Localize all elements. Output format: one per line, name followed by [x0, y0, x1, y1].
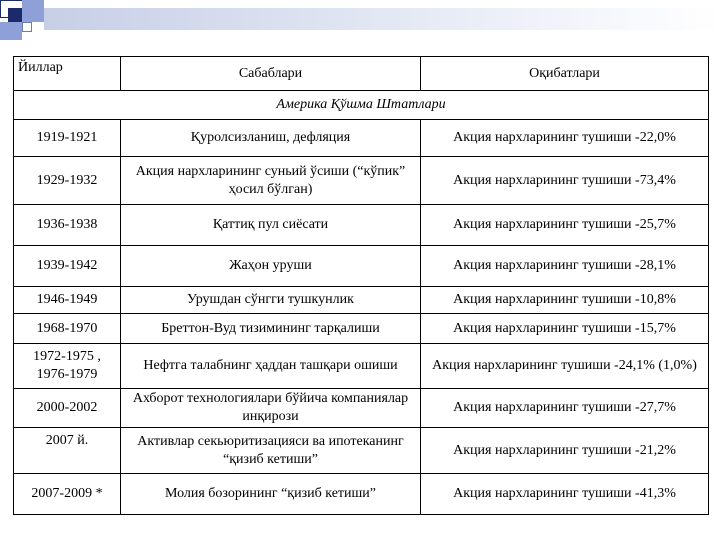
row-cause: Ахборот технологиялари бўйича компаниялар инқирози: [121, 389, 421, 428]
table-row: [14, 205, 709, 246]
row-effect: Акция нархларининг тушиши -21,2%: [421, 428, 709, 474]
row-cause: Акция нархларининг суньий ўсиши (“кўпик” ҳосил бўлган): [121, 157, 421, 205]
header-years: Йиллар: [14, 57, 121, 91]
row-cause: Молия бозорининг “қизиб кетиши”: [121, 474, 421, 515]
row-years: 1919-1921: [14, 120, 121, 157]
row-effect: Акция нархларининг тушиши -28,1%: [421, 246, 709, 287]
table-header-row: [14, 57, 709, 91]
country-subheader: Америка Қўшма Штатлари: [14, 91, 709, 120]
row-years: 1946-1949: [14, 287, 121, 314]
row-effect: Акция нархларининг тушиши -41,3%: [421, 474, 709, 515]
decor-square: [8, 8, 22, 22]
table-row: [14, 474, 709, 515]
row-years: 1968-1970: [14, 314, 121, 344]
table-row: [14, 287, 709, 314]
row-years: 2007-2009 *: [14, 474, 121, 515]
row-years: 2007 й.: [14, 428, 121, 474]
row-effect: Акция нархларининг тушиши -22,0%: [421, 120, 709, 157]
decor-gradient-bar: [44, 8, 720, 30]
row-years: 1972-1975 , 1976-1979: [14, 344, 121, 389]
row-cause: Бреттон-Вуд тизимининг тарқалиши: [121, 314, 421, 344]
row-cause: Урушдан сўнгги тушкунлик: [121, 287, 421, 314]
table-row: [14, 428, 709, 474]
row-effect: Акция нархларининг тушиши -24,1% (1,0%): [421, 344, 709, 389]
table-row: [14, 246, 709, 287]
table-row: [14, 314, 709, 344]
row-effect: Акция нархларининг тушиши -27,7%: [421, 389, 709, 428]
table-row: [14, 344, 709, 389]
row-years: 1939-1942: [14, 246, 121, 287]
row-years: 2000-2002: [14, 389, 121, 428]
table-row: [14, 389, 709, 428]
table-row: [14, 120, 709, 157]
row-cause: Қаттиқ пул сиёсати: [121, 205, 421, 246]
table-row: [14, 157, 709, 205]
row-effect: Акция нархларининг тушиши -25,7%: [421, 205, 709, 246]
table-subheader-row: [14, 91, 709, 120]
row-effect: Акция нархларининг тушиши -10,8%: [421, 287, 709, 314]
decor-square: [0, 22, 22, 40]
row-effect: Акция нархларининг тушиши -73,4%: [421, 157, 709, 205]
header-causes: Сабаблари: [121, 57, 421, 91]
decor-square: [22, 22, 32, 32]
row-years: 1936-1938: [14, 205, 121, 246]
row-cause: Нефтга талабнинг ҳаддан ташқари ошиши: [121, 344, 421, 389]
header-effects: Оқибатлари: [421, 57, 709, 91]
row-cause: Активлар секьюритизацияси ва ипотеканинг “қизиб кетиши”: [121, 428, 421, 474]
crisis-table: [13, 56, 709, 515]
row-years: 1929-1932: [14, 157, 121, 205]
row-cause: Қуролсизланиш, дефляция: [121, 120, 421, 157]
decor-square: [22, 0, 44, 22]
row-effect: Акция нархларининг тушиши -15,7%: [421, 314, 709, 344]
row-cause: Жаҳон уруши: [121, 246, 421, 287]
